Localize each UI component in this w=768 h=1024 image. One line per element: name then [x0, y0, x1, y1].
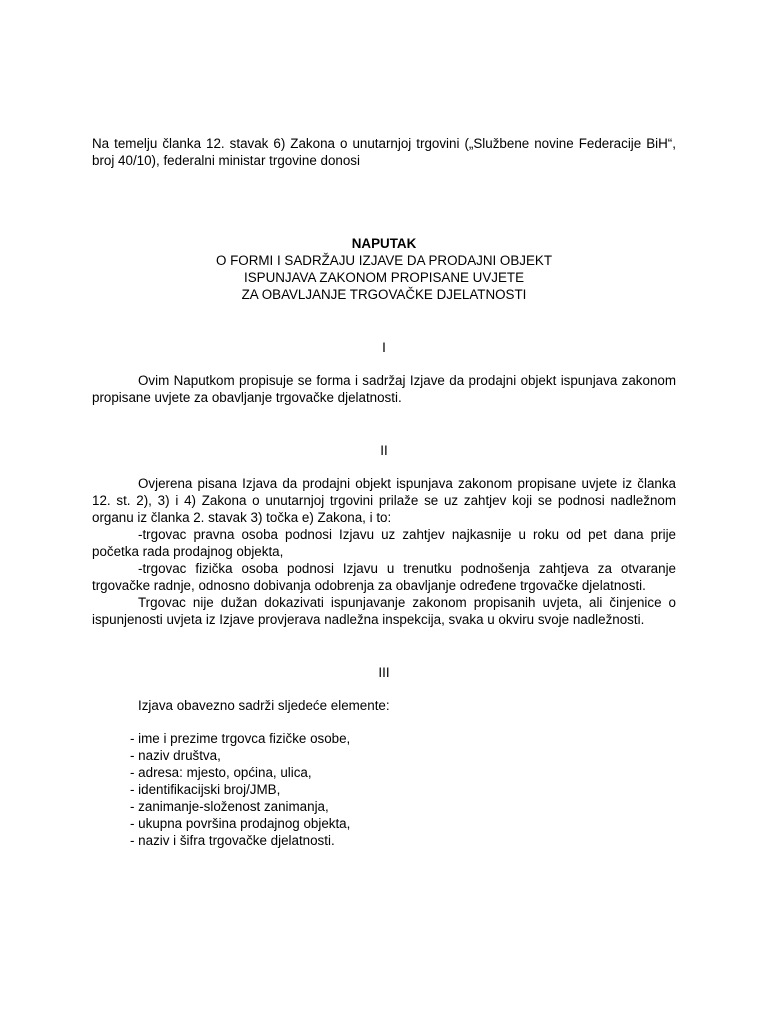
section-2-body [92, 475, 676, 628]
subtitle-line-3: ZA OBAVLJANJE TRGOVAČKE DJELATNOSTI [241, 287, 527, 302]
section-3-intro: Izjava obavezno sadrži sljedeće elemente: [138, 698, 390, 713]
intro-paragraph: Na temelju članka 12. stavak 6) Zakona o unutarnjoj trgovini („Službene novine Federacije BiH“, broj 40/10), federalni ministar trgovine donosi [92, 136, 676, 168]
section-2-number: II [380, 443, 388, 458]
document-title: NAPUTAK [351, 236, 417, 251]
section-1-text: Ovim Naputkom propisuje se forma i sadržaj Izjave da prodajni objekt ispunjava zakonom propisane uvjete za obavljanje trgovačke djelatnosti. [92, 373, 676, 405]
list-item: - naziv društva, [130, 748, 221, 763]
list-item: - zanimanje-složenost zanimanja, [130, 799, 329, 814]
list-item: - ime i prezime trgovca fizičke osobe, [130, 731, 351, 746]
section-1-number: I [382, 340, 386, 355]
title-block [92, 235, 676, 303]
list-item: - naziv i šifra trgovačke djelatnosti. [130, 833, 335, 848]
elements-list [92, 730, 676, 849]
document-page [92, 135, 676, 849]
section-2-paragraph-2: -trgovac pravna osoba podnosi Izjavu uz zahtjev najkasnije u roku od pet dana prije početka rada prodajnog objekta, [92, 527, 676, 559]
list-item: - adresa: mjesto, općina, ulica, [130, 765, 312, 780]
section-2-paragraph-4: Trgovac nije dužan dokazivati ispunjavanje zakonom propisanih uvjeta, ali činjenice o ispunjenosti uvjeta iz Izjave provjerava nadležna inspekcija, svaka u okviru svoje nadležnosti. [92, 595, 676, 627]
section-2-paragraph-3: -trgovac fizička osoba podnosi Izjavu u trenutku podnošenja zahtjeva za otvaranje trgovačke radnje, odnosno dobivanja odobrenja za obavljanje određene trgovačke djelatnosti. [92, 561, 676, 593]
subtitle-line-2: ISPUNJAVA ZAKONOM PROPISANE UVJETE [243, 270, 525, 285]
list-item: - ukupna površina prodajnog objekta, [130, 816, 351, 831]
subtitle-line-1: O FORMI I SADRŽAJU IZJAVE DA PRODAJNI OBJEKT [215, 253, 553, 268]
list-item: - identifikacijski broj/JMB, [130, 782, 281, 797]
section-3-number: III [378, 665, 390, 680]
section-2-paragraph-1: Ovjerena pisana Izjava da prodajni objekt ispunjava zakonom propisane uvjete iz članka 12. st. 2), 3) i 4) Zakona o unutarnjoj trgovini prilaže se uz zahtjev koji se podnosi nadležnom organu iz članka 2. stavak 3) točka e) Zakona, i to: [92, 476, 676, 525]
